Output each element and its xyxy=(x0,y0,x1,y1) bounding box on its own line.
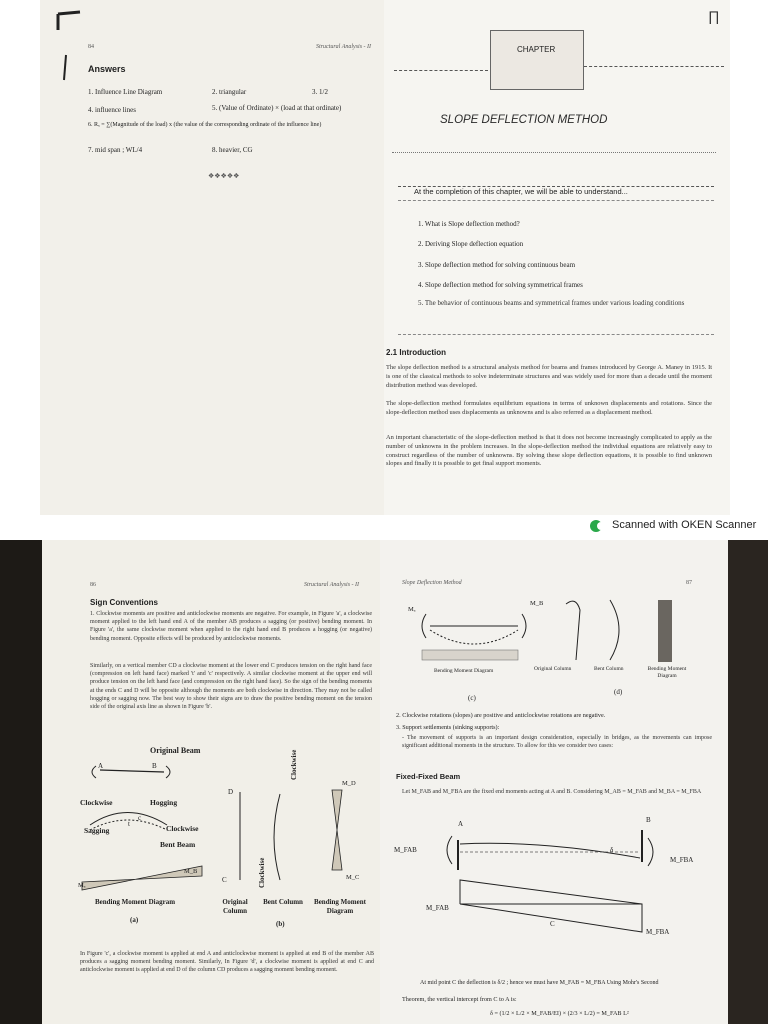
figure-explanation-paragraph: In Figure 'c', a clockwise moment is applied at end A and anticlockwise moment is applied at end B of the member AB produces a sagging moment bending moment. Similarly, In Figure 'd', a clockwise moment is applied at end C and anticlockwise moment is applied at end D of the column CD produces a sagging moment bending moment. xyxy=(80,951,374,974)
fig-label-t: t xyxy=(128,820,130,828)
original-column-d xyxy=(566,601,580,660)
moment-arrow-fba xyxy=(648,838,653,866)
fig-label-mfba: M_FBA xyxy=(670,856,694,864)
fig-label-mfba-bmd: M_FBA xyxy=(646,928,670,936)
fig-label-clockwise: Clockwise xyxy=(80,798,113,807)
deflection-text: At mid point C the deflection is δ/2 ; hence we must have M_FAB = M_FBA Using Mohr's Second xyxy=(420,980,659,986)
page-edge-mark: ∏ xyxy=(708,8,720,24)
moment-arrow-c-right xyxy=(522,614,526,638)
fig-label-clockwise-vertical: Clockwise xyxy=(258,857,266,888)
fig-label-bmd-a: Bending Moment Diagram xyxy=(94,898,176,906)
objectives-rule-bottom xyxy=(398,334,714,335)
page-number: 87 xyxy=(686,580,692,586)
fig-label-clockwise-b: Clockwise xyxy=(166,824,199,833)
chapter-label: CHAPTER xyxy=(517,45,556,54)
intro-paragraph: The slope deflection method is a structural analysis method for beams and frames introduced by George A. Maney in 1915. It is one of the classical methods to solve indeterminate structures and was widely used for more than a decade until the moment distribution method was developed. xyxy=(386,364,712,389)
fig-label-sagging: Sagging xyxy=(84,826,110,835)
fig-label-mb: M_B xyxy=(184,868,198,875)
end-ornament: ❖❖❖❖❖ xyxy=(208,172,240,180)
moment-arrow-b xyxy=(166,766,170,778)
fig-label-c: c xyxy=(138,814,142,822)
sign-convention-paragraph: Similarly, on a vertical member CD a clockwise moment at the lower end C produces tension on the right hand face (compression on left hand face) marked 't' and 'c' respectively. A similar clockwise moment at the upper end will produce tension on the left hand face (and compression on the right hand face). So the sign of the bending moments at the ends C and D will be opposite although the moments are both clockwise in direction. They may not be called hogging or sagging now. The best way to show their signs are to draw the positive bending moment on the tension side of the original axis line as shown in Figure 'b'. xyxy=(90,663,372,711)
subsection-heading: Fixed-Fixed Beam xyxy=(396,772,461,781)
scan-margin-dark-right xyxy=(728,540,768,1024)
answer-item: 3. 1/2 xyxy=(312,88,328,96)
answer-item: 6. Rₓ = ∑(Magnitude of the load) x (the value of the corresponding ordinate of the influence line) xyxy=(88,122,322,128)
fig-label-bmd-d: Bending Moment Diagram xyxy=(647,666,687,679)
fig-caption-d: (d) xyxy=(614,688,623,696)
page-number: 84 xyxy=(88,44,94,50)
fig-label-b: B xyxy=(152,762,157,770)
fig-label-a: A xyxy=(458,820,464,828)
fig-label-original-beam: Original Beam xyxy=(150,746,201,755)
fig-caption-c: (c) xyxy=(468,694,476,702)
answer-item: 8. heavier, CG xyxy=(212,146,253,154)
deflection-formula: δ = (1/2 × L/2 × M_FAB/EI) × (2/3 × L/2) = M_FAB L² xyxy=(490,1010,629,1017)
supports-paragraph: - The movement of supports is an important design consideration, especially in bridges, as the movements can impose significant additional moments in the structure. To allow for this we consider two cases: xyxy=(402,735,712,749)
page-top-right xyxy=(384,0,730,515)
fixed-beam-paragraph: Let M_FAB and M_FBA are the fixed end moments acting at A and B. Considering M_AB = M_FAB and M_BA = M_FBA xyxy=(402,789,702,795)
intro-paragraph: The slope-deflection method formulates equilibrium equations in terms of unknown displacements and rotations. Since the slope-deflection method uses displacements as unknowns and is also referred as a displacement method. xyxy=(386,400,712,416)
chapter-box xyxy=(490,30,584,90)
fig-label-bmd-c: Bending Moment Diagram xyxy=(434,668,494,674)
moment-arrow-a xyxy=(92,766,96,778)
corner-mark-left xyxy=(64,55,66,80)
running-head: Slope Deflection Method xyxy=(402,580,462,586)
objectives-rule xyxy=(398,200,714,201)
objective-item: 5. The behavior of continuous beams and symmetrical frames under various loading conditions xyxy=(418,299,685,307)
fig-label-c: C xyxy=(550,920,555,928)
bmd-shape-b xyxy=(332,790,342,870)
scanner-watermark: Scanned with OKEN Scanner xyxy=(612,519,757,531)
fig-label-bmd-b: Bending Moment Diagram xyxy=(314,898,366,915)
answer-item: 4. influence lines xyxy=(88,106,137,114)
objective-item: 3. Slope deflection method for solving continuous beam xyxy=(418,261,576,269)
page-bottom-left xyxy=(42,540,380,1024)
title-rule xyxy=(392,152,716,153)
list-item: 2. Clockwise rotations (slopes) are positive and anticlockwise rotations are negative. xyxy=(396,712,606,719)
fig-label-original-column: Original Column xyxy=(534,666,572,672)
fig-label-ma: Mₐ xyxy=(78,882,86,889)
fig-label-mb: M_B xyxy=(530,600,544,607)
answer-item: 2. triangular xyxy=(212,88,247,96)
chapter-rule-right xyxy=(584,66,724,67)
fig-label-ma: Mₐ xyxy=(408,606,416,613)
scan-margin-dark xyxy=(0,540,42,1024)
running-head: Structural Analysis - II xyxy=(304,582,360,588)
beam-c-deflected xyxy=(430,630,518,644)
moment-arrow-fab xyxy=(447,836,452,864)
section-heading: Answers xyxy=(88,64,126,74)
sign-convention-paragraph: 1. Clockwise moments are positive and anticlockwise moments are negative. For example, in Figure 'a', a clockwise moment applied to the left hand end A of the member AB produces a sagging (or positive) bending moment. In Figure 'a', the same clockwise moment when applied to the right hand end B produces a hogging (or negative) bending moment. Opposite effects will be produced by anticlockwise moments. xyxy=(90,611,372,642)
chapter-rule-left xyxy=(394,70,488,71)
list-item: 3. Support settlements (sinking supports): xyxy=(396,724,500,731)
fig-label-original-column: Original Column xyxy=(222,898,248,915)
fig-label-c-col: C xyxy=(222,876,227,884)
bmd-rect-d xyxy=(658,600,672,662)
scan-margin xyxy=(0,0,40,515)
fig-caption-b: (b) xyxy=(276,920,285,928)
fig-label-delta: δ xyxy=(610,846,614,854)
fig-label-b: B xyxy=(646,816,651,824)
chapter-title: SLOPE DEFLECTION METHOD xyxy=(440,114,608,126)
fig-label-hogging: Hogging xyxy=(150,798,178,807)
fig-label-bent-beam: Bent Beam xyxy=(160,840,196,849)
objectives-heading: At the completion of this chapter, we will be able to understand... xyxy=(414,187,628,196)
fig-label-a: A xyxy=(98,762,104,770)
page-diagrams-right xyxy=(380,540,728,1024)
deflection-text: Theorem, the vertical intercept from C to A is: xyxy=(402,996,517,1003)
fig-label-md: M_D xyxy=(342,780,356,787)
intro-paragraph: An important characteristic of the slope-deflection method is that it does not become increasingly complicated to apply as the number of unknowns in the problem increases. In the slope-deflection method the individual equations are relatively easy to construct regardless of the number of unknowns. By solving these slope deflection equations, it is possible to find unknown slopes and finally it is possible to get final support moments. xyxy=(386,434,712,468)
corner-mark-top xyxy=(58,12,80,30)
fig-label-bent-column: Bent Column xyxy=(263,898,303,906)
answer-item: 5. (Value of Ordinate) × (load at that ordinate) xyxy=(212,104,342,112)
running-head: Structural Analysis - II xyxy=(316,44,372,50)
fig-label-d: D xyxy=(228,788,234,796)
original-beam-line xyxy=(100,770,164,772)
scanner-watermark-bar xyxy=(0,515,768,540)
oken-logo-inner xyxy=(597,522,605,530)
objective-item: 1. What is Slope deflection method? xyxy=(418,220,520,228)
section-heading: Sign Conventions xyxy=(90,598,158,607)
answer-item: 7. mid span ; WL/4 xyxy=(88,146,143,154)
fig-caption-a: (a) xyxy=(130,916,139,924)
page-number: 86 xyxy=(90,582,96,588)
fig-label-mfab: M_FAB xyxy=(394,846,417,854)
page-top-left xyxy=(40,0,384,515)
fig-label-bent-column: Bent Column xyxy=(594,666,624,672)
bent-column-d xyxy=(610,600,619,660)
section-heading: 2.1 Introduction xyxy=(386,348,446,357)
bent-column-line xyxy=(274,794,280,880)
page-bottom-right xyxy=(380,540,728,1024)
fig-label-mc: M_C xyxy=(346,874,360,881)
answer-item: 1. Influence Line Diagram xyxy=(88,88,163,96)
bmd-triangle-2 xyxy=(460,880,642,904)
moment-arrow-c-left xyxy=(422,614,426,638)
objective-item: 4. Slope deflection method for solving symmetrical frames xyxy=(418,281,583,289)
fig-label-clockwise-vertical: Clockwise xyxy=(290,749,298,780)
bmd-rect-c xyxy=(422,650,518,660)
fig-label-mfab-bmd: M_FAB xyxy=(426,904,449,912)
objective-item: 2. Deriving Slope deflection equation xyxy=(418,240,524,248)
page-corner-marks xyxy=(40,0,384,515)
